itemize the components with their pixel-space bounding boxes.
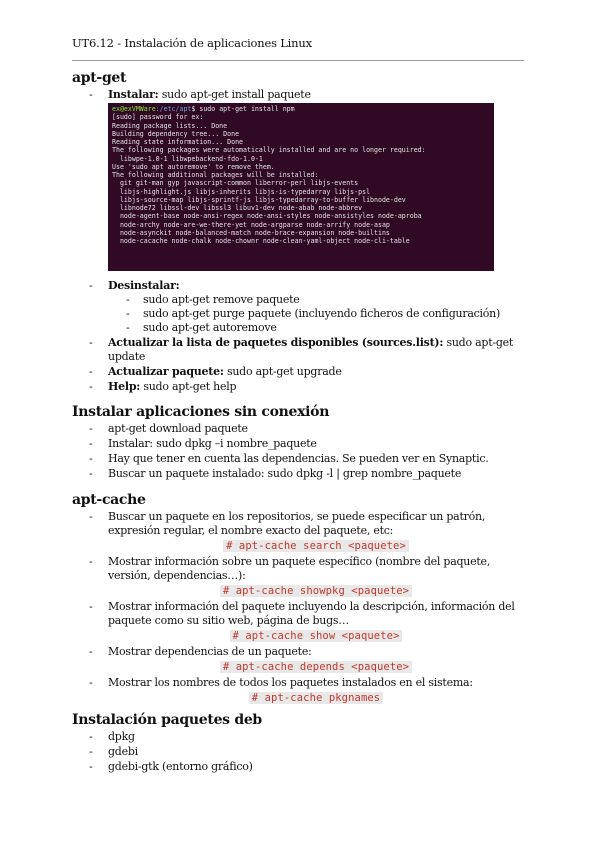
list-item-help xyxy=(72,380,524,394)
install-text: sudo apt-get install paquete xyxy=(158,88,311,101)
list-item-update xyxy=(72,336,524,364)
list-item: - Hay que tener en cuenta las dependencias. Se pueden ver en Synaptic. xyxy=(72,452,524,466)
list-item: - gdebi-gtk (entorno gráfico) xyxy=(72,760,524,774)
command-snippet: # apt-cache show <paquete> xyxy=(230,630,403,642)
upgrade-label: Actualizar paquete: xyxy=(108,365,224,378)
sublist-item: - sudo apt-get remove paquete xyxy=(108,293,524,307)
update-text: sudo apt-get update xyxy=(108,336,514,363)
list-item: - gdebi xyxy=(72,745,524,759)
terminal-line: Building dependency tree... Done xyxy=(112,129,240,138)
page-header: UT6.12 - Instalación de aplicaciones Linux xyxy=(72,36,312,50)
list-item-upgrade xyxy=(72,365,524,379)
section-deb-packages xyxy=(72,712,524,775)
list-item xyxy=(72,645,524,674)
apt-get-list xyxy=(72,88,524,102)
list-item: - dpkg xyxy=(72,730,524,744)
item-text: Mostrar información del paquete incluyendo la descripción, información del paquete como su sitio web, página de bugs… xyxy=(108,600,515,627)
item-text: Buscar un paquete en los repositorios, se puede especificar un patrón, expresión regular, el nombre exacto del paquete, etc: xyxy=(108,510,486,537)
section-apt-cache xyxy=(72,492,524,707)
terminal-line: Use 'sudo apt autoremove' to remove them. xyxy=(112,162,275,171)
list-item: - apt-get download paquete xyxy=(72,422,524,436)
terminal-line: libnode72 libssl-dev libssl3 libuv1-dev node-abab node-abbrev xyxy=(112,204,363,212)
terminal-line: Reading state information... Done xyxy=(112,138,244,146)
terminal-prompt-path: :/etc/apt xyxy=(155,105,192,113)
terminal-line: libjs-source-map libjs-sprintf-js libjs-typedarray-to-buffer libnode-dev xyxy=(112,195,406,204)
list-item xyxy=(72,510,524,553)
command-snippet: # apt-cache showpkg <paquete> xyxy=(220,585,412,597)
terminal-line: libwpe-1.0-1 libwpebackend-fdo-1.0-1 xyxy=(112,154,263,163)
upgrade-text: sudo apt-get upgrade xyxy=(223,365,342,378)
offline-list xyxy=(72,422,524,481)
terminal-prompt-command: $ sudo apt-get install npm xyxy=(191,105,295,113)
list-item: - Instalar: sudo dpkg –i nombre_paquete xyxy=(72,437,524,451)
terminal-line: The following additional packages will be installed: xyxy=(112,171,319,179)
list-item-install xyxy=(72,88,524,102)
list-item: - Buscar un paquete instalado: sudo dpkg -l | grep nombre_paquete xyxy=(72,467,524,481)
help-label: Help: xyxy=(108,380,141,393)
terminal-line: node-archy node-are-we-there-yet node-argparse node-arrify node-asap xyxy=(112,220,390,229)
item-text: Mostrar información sobre un paquete específico (nombre del paquete, versión, dependencias…): xyxy=(108,555,491,582)
section-heading-apt-get: apt-get xyxy=(72,70,127,86)
command-snippet: # apt-cache depends <paquete> xyxy=(220,661,412,673)
terminal-line: node-agent-base node-ansi-regex node-ansi-styles node-ansistyles node-aproba xyxy=(112,212,422,221)
terminal-screenshot xyxy=(108,103,494,271)
terminal-line: [sudo] password for ex: xyxy=(112,113,204,122)
update-label: Actualizar la lista de paquetes disponibles (sources.list): xyxy=(108,336,444,349)
item-text: Mostrar dependencias de un paquete: xyxy=(108,645,312,658)
terminal-line: The following packages were automatically installed and are no longer required: xyxy=(112,146,426,155)
section-heading-deb: Instalación paquetes deb xyxy=(72,712,262,728)
terminal-line: libjs-highlight.js libjs-inherits libjs-is-typedarray libjs-psl xyxy=(112,187,371,196)
help-text: sudo apt-get help xyxy=(140,380,237,393)
terminal-prompt-user: ex@exVMWare xyxy=(112,105,156,113)
item-text: Mostrar los nombres de todos los paquetes instalados en el sistema: xyxy=(108,676,473,689)
list-item xyxy=(72,600,524,643)
apt-get-list-continued xyxy=(72,279,524,394)
list-item xyxy=(72,676,524,705)
section-heading-apt-cache: apt-cache xyxy=(72,492,146,508)
apt-cache-list xyxy=(72,510,524,705)
section-heading-offline: Instalar aplicaciones sin conexión xyxy=(72,404,330,420)
uninstall-sublist xyxy=(108,293,524,335)
command-snippet: # apt-cache pkgnames xyxy=(249,692,383,704)
terminal-line: git git-man gyp javascript-common liberror-perl libjs-events xyxy=(112,179,359,188)
section-offline-install xyxy=(72,404,524,482)
sublist-item: - sudo apt-get purge paquete (incluyendo ficheros de configuración) xyxy=(108,307,524,321)
deb-list xyxy=(72,730,524,774)
terminal-line: node-asynckit node-balanced-match node-brace-expansion node-builtins xyxy=(112,228,390,237)
terminal-line: Reading package lists... Done xyxy=(112,121,228,130)
terminal-line: node-cacache node-chalk node-chownr node-clean-yaml-object node-cli-table xyxy=(112,237,410,245)
uninstall-label: Desinstalar: xyxy=(108,279,180,292)
list-item-uninstall xyxy=(72,279,524,335)
section-apt-get-continued xyxy=(72,277,524,395)
install-label: Instalar: xyxy=(108,88,159,101)
list-item xyxy=(72,555,524,598)
header-divider xyxy=(72,60,524,61)
command-snippet: # apt-cache search <paquete> xyxy=(223,540,409,552)
section-apt-get xyxy=(72,70,524,103)
sublist-item: - sudo apt-get autoremove xyxy=(108,321,524,335)
